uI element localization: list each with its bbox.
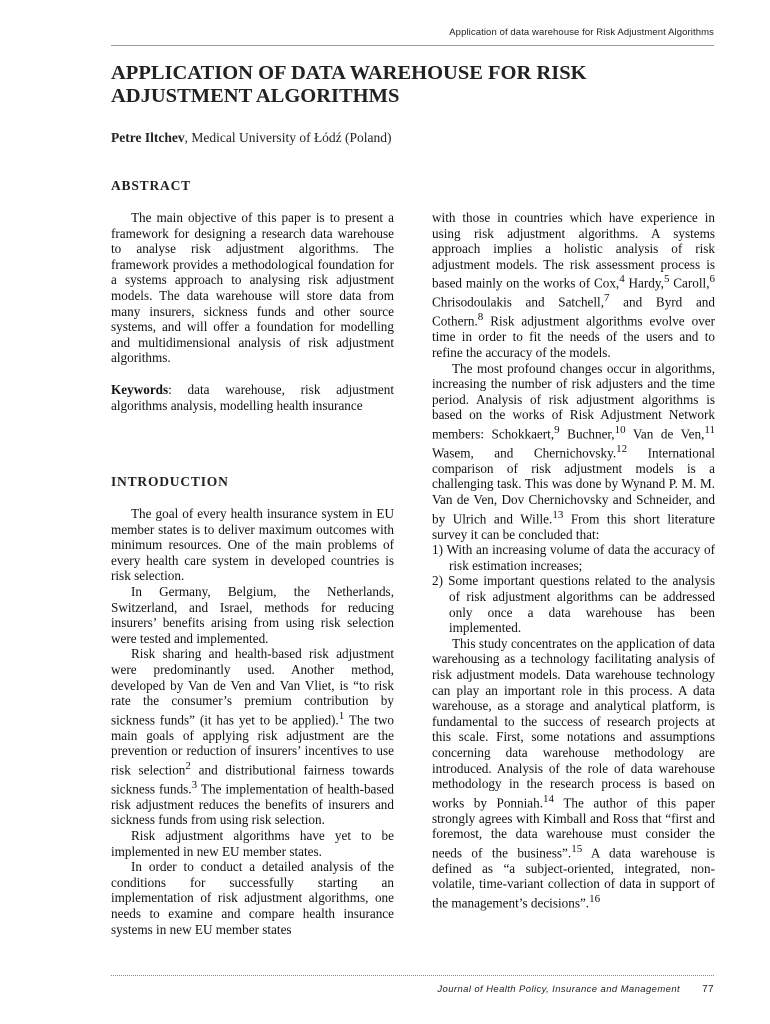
intro-p3-text-a: Risk sharing and health-based risk adjustment were predominantly used. Another method, developed by Van de Ven and Van Vliet, is “to risk rate the consumer’s premium contribution by sickness funds” (it has yet to be applied). [111,646,394,728]
right-paragraph-2 [432,361,715,543]
author-affiliation: , Medical University of Łódź (Poland) [184,130,392,145]
right-p3-text-c: A data warehouse is defined as “a subject-oriented, integrated, non-volatile, time-variant collection of data in support of the management’s decisions”. [432,845,716,911]
intro-paragraph-4: Risk adjustment algorithms have yet to be implemented in new EU member states. [111,828,394,859]
footnote-ref-11: 11 [704,423,715,436]
right-column [432,210,715,911]
right-p2-text-e: International comparison of risk adjustment models is a challenging task. This was done by Wynand P. M. M. Van de Ven, Dov Chernichovsky and Schneider, and by Ulrich and Wille. [432,445,715,527]
footnote-ref-4: 4 [619,273,625,286]
footnote-ref-15: 15 [571,842,583,855]
intro-paragraph-3 [111,646,394,828]
list-item-text: With an increasing volume of data the accuracy of risk estimation increases; [446,542,715,573]
footnote-ref-6: 6 [709,273,715,286]
intro-p3-text-b: The two main goals of applying risk adjustment are the prevention or reduction of insurers’ incentives to use risk selection [111,712,394,778]
footnote-ref-1: 1 [338,709,345,722]
journal-name: Journal of Health Policy, Insurance and Management [437,984,681,995]
header-divider [111,45,714,46]
article-title [111,62,671,108]
running-header: Application of data warehouse for Risk Adjustment Algorithms [449,27,714,38]
list-item [432,573,715,635]
intro-paragraph-5: In order to conduct a detailed analysis of the conditions for successfully starting an implementation of risk adjustment algorithms, one needs to examine and compare health insurance systems in new EU member states [111,859,394,937]
introduction-heading: INTRODUCTION [111,474,229,489]
footnote-ref-13: 13 [552,508,564,521]
author-line [111,130,392,146]
keywords-paragraph [111,382,394,413]
right-p2-text-b: Buchner, [559,426,615,442]
author-name: Petre Iltchev [111,130,185,145]
footnote-ref-7: 7 [604,292,610,305]
intro-p3-text-d: The implementation of health-based risk adjustment reduces the benefits of insurers and sickness funds from using risk selection. [111,781,394,828]
right-p1-text-d: Chrisodoulakis and Satchell, [432,294,605,310]
list-marker: 2) [432,573,449,589]
article-title-line-1: APPLICATION OF DATA WAREHOUSE FOR RISK [111,62,587,84]
abstract-column [111,210,394,413]
intro-paragraph-1: The goal of every health insurance system in EU member states is to deliver maximum outcomes with minimum resources. One of the main problems of every health care system in developed countries is risk selection. [111,506,394,584]
right-p3-text-b: The author of this paper strongly agrees with Kimball and Ross that “first and foremost, the data warehouse must consider the needs of the business”. [432,795,715,861]
right-p1-text-c: Caroll, [669,275,710,291]
intro-paragraph-2: In Germany, Belgium, the Netherlands, Switzerland, and Israel, methods for reducing insurers’ benefits arising from using risk selection were tested and implemented. [111,583,394,646]
conclusion-list [432,542,715,636]
intro-p3-text-c: and distributional fairness towards sickness funds. [111,762,395,797]
page-number: 77 [702,984,714,995]
right-p2-text-c: Van de Ven, [625,426,705,442]
footnote-ref-12: 12 [616,442,628,455]
right-paragraph-3 [432,636,715,911]
list-item-text: Some important questions related to the analysis of risk adjustment algorithms can be addressed only once a data warehouse has been implemented. [448,573,715,636]
list-marker: 1) [432,542,447,558]
footnote-ref-16: 16 [589,893,601,906]
abstract-text: The main objective of this paper is to present a framework for designing a research data warehouse to analyse risk adjustment algorithms. The framework provides a methodological foundation for a systems approach to analysing risk adjustment models. The data warehouse will store data from many insurers, sickness funds and other source systems, and will offer a foundation for modelling and multidimensional analysis of risk adjustment algorithms. [111,210,394,366]
right-p2-text-d: Wasem, and Chernichovsky. [432,445,617,461]
footnote-ref-2: 2 [185,759,191,772]
footnote-ref-14: 14 [543,792,555,805]
keywords-label: Keywords [111,381,169,397]
list-item [432,542,715,573]
right-p1-text-a: with those in countries which have experience in using risk adjustment algorithms. A systems approach implies a holistic analysis of risk adjustment models. The risk assessment process is based mainly on the works of Cox, [432,210,715,291]
right-paragraph-1 [432,210,715,361]
footnote-ref-8: 8 [477,311,484,324]
footnote-ref-9: 9 [554,423,560,436]
abstract-heading: ABSTRACT [111,178,191,193]
page-footer [437,984,714,995]
article-title-line-2: ADJUSTMENT ALGORITHMS [111,85,400,107]
right-p2-text-a: The most profound changes occur in algorithms, increasing the number of risk adjusters and the time period. Analysis of risk adjustment algorithms is based on the works of Risk Adjustment Network members: Schokkaert, [432,360,715,442]
right-p1-text-f: Risk adjustment algorithms evolve over time in order to fit the needs of the users and to refine the accuracy of the models. [432,313,715,360]
right-p2-text-f: From this short literature survey it can be concluded that: [432,511,715,542]
introduction-column [111,506,394,937]
right-p3-text-a: This study concentrates on the application of data warehousing as a technology facilitating analysis of risk adjustment models. Data warehouse technology can play an important role in this process. A data warehouse, as a storage and analytical platform, is fundamental to the success of research projects at this scale. First, some notations and assumptions concerning data warehouse methodology are introduced. Analysis of the role of data warehouse methodology in the research process is based on works by Ponniah. [432,635,715,811]
footer-divider [111,975,714,976]
right-p1-text-e: and Byrd and Cothern. [432,294,715,329]
right-p1-text-b: Hardy, [624,275,664,291]
footnote-ref-3: 3 [191,778,198,791]
keywords-text: : data warehouse, risk adjustment algorithms analysis, modelling health insurance [111,381,394,413]
footnote-ref-5: 5 [663,273,670,286]
footnote-ref-10: 10 [614,423,626,436]
